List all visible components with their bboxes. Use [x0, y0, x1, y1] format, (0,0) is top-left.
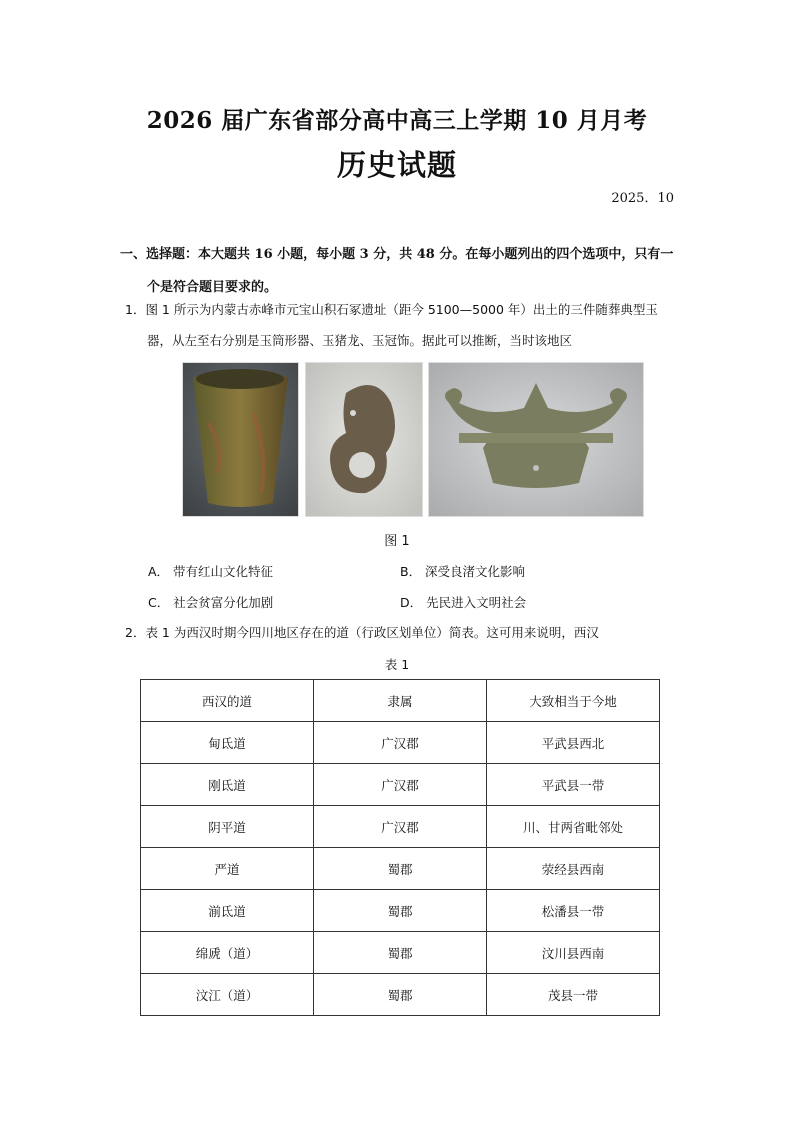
table-cell: 绵虒（道） — [141, 932, 314, 974]
question-2-line-1: 2．表 1 为西汉时期今四川地区存在的道（行政区划单位）简表。这可用来说明，西汉 — [125, 625, 599, 640]
table-cell: 甸氐道 — [141, 722, 314, 764]
table-header-cell: 隶属 — [314, 680, 487, 722]
table-cell: 松潘县一带 — [487, 890, 660, 932]
section-line-2: 个是符合题目要求的。 — [147, 280, 278, 295]
table-cell: 平武县一带 — [487, 764, 660, 806]
table-cell: 平武县西北 — [487, 722, 660, 764]
table-cell: 严道 — [141, 848, 314, 890]
exam-title: 2026 届广东省部分高中高三上学期 10 月月考 — [146, 107, 648, 134]
table-cell: 蜀郡 — [314, 890, 487, 932]
figure-caption: 图 1 — [384, 534, 410, 549]
table-header-cell: 西汉的道 — [141, 680, 314, 722]
table-cell: 蜀郡 — [314, 932, 487, 974]
table-cell: 汶江（道） — [141, 974, 314, 1016]
exam-date: 2025．10 — [611, 191, 674, 206]
table-cell: 川、甘两省毗邻处 — [487, 806, 660, 848]
option-b[interactable]: B． 深受良渚文化影响 — [400, 564, 526, 579]
question-1 — [125, 294, 685, 356]
option-d[interactable]: D． 先民进入文明社会 — [400, 595, 527, 610]
jade-crown-ornament-photo — [428, 362, 644, 517]
table-row — [141, 890, 660, 932]
table-cell: 刚氐道 — [141, 764, 314, 806]
table-cell: 汶川县西南 — [487, 932, 660, 974]
table-cell: 茂县一带 — [487, 974, 660, 1016]
table-row — [141, 932, 660, 974]
table-cell: 阴平道 — [141, 806, 314, 848]
table-row — [141, 974, 660, 1016]
table-cell: 蜀郡 — [314, 848, 487, 890]
table-cell: 蜀郡 — [314, 974, 487, 1016]
table-header-row — [141, 680, 660, 722]
table-cell: 广汉郡 — [314, 806, 487, 848]
option-a[interactable]: A． 带有红山文化特征 — [148, 564, 274, 579]
table-header-cell: 大致相当于今地 — [487, 680, 660, 722]
section-line-1: 一、选择题：本大题共 16 小题，每小题 3 分，共 48 分。在每小题列出的四个选项中，只有一 — [120, 247, 674, 262]
dao-table — [140, 679, 660, 1016]
table-caption: 表 1 — [384, 657, 410, 672]
table-row — [141, 806, 660, 848]
table-cell: 广汉郡 — [314, 764, 487, 806]
exam-subtitle: 历史试题 — [336, 148, 457, 182]
table-cell: 湔氐道 — [141, 890, 314, 932]
question-1-line-2: 器，从左至右分别是玉筒形器、玉猪龙、玉冠饰。据此可以推断，当时该地区 — [147, 333, 573, 348]
table-row — [141, 848, 660, 890]
table-row — [141, 722, 660, 764]
question-2 — [125, 617, 685, 648]
table-row — [141, 764, 660, 806]
table-cell: 广汉郡 — [314, 722, 487, 764]
table-cell: 荥经县西南 — [487, 848, 660, 890]
question-1-line-1: 1．图 1 所示为内蒙古赤峰市元宝山积石冢遗址（距今 5100—5000 年）出土的三件随葬典型玉 — [125, 302, 658, 317]
option-c[interactable]: C． 社会贫富分化加剧 — [148, 595, 274, 610]
jade-cylinder-photo — [182, 362, 299, 517]
jade-pig-dragon-photo — [305, 362, 423, 517]
